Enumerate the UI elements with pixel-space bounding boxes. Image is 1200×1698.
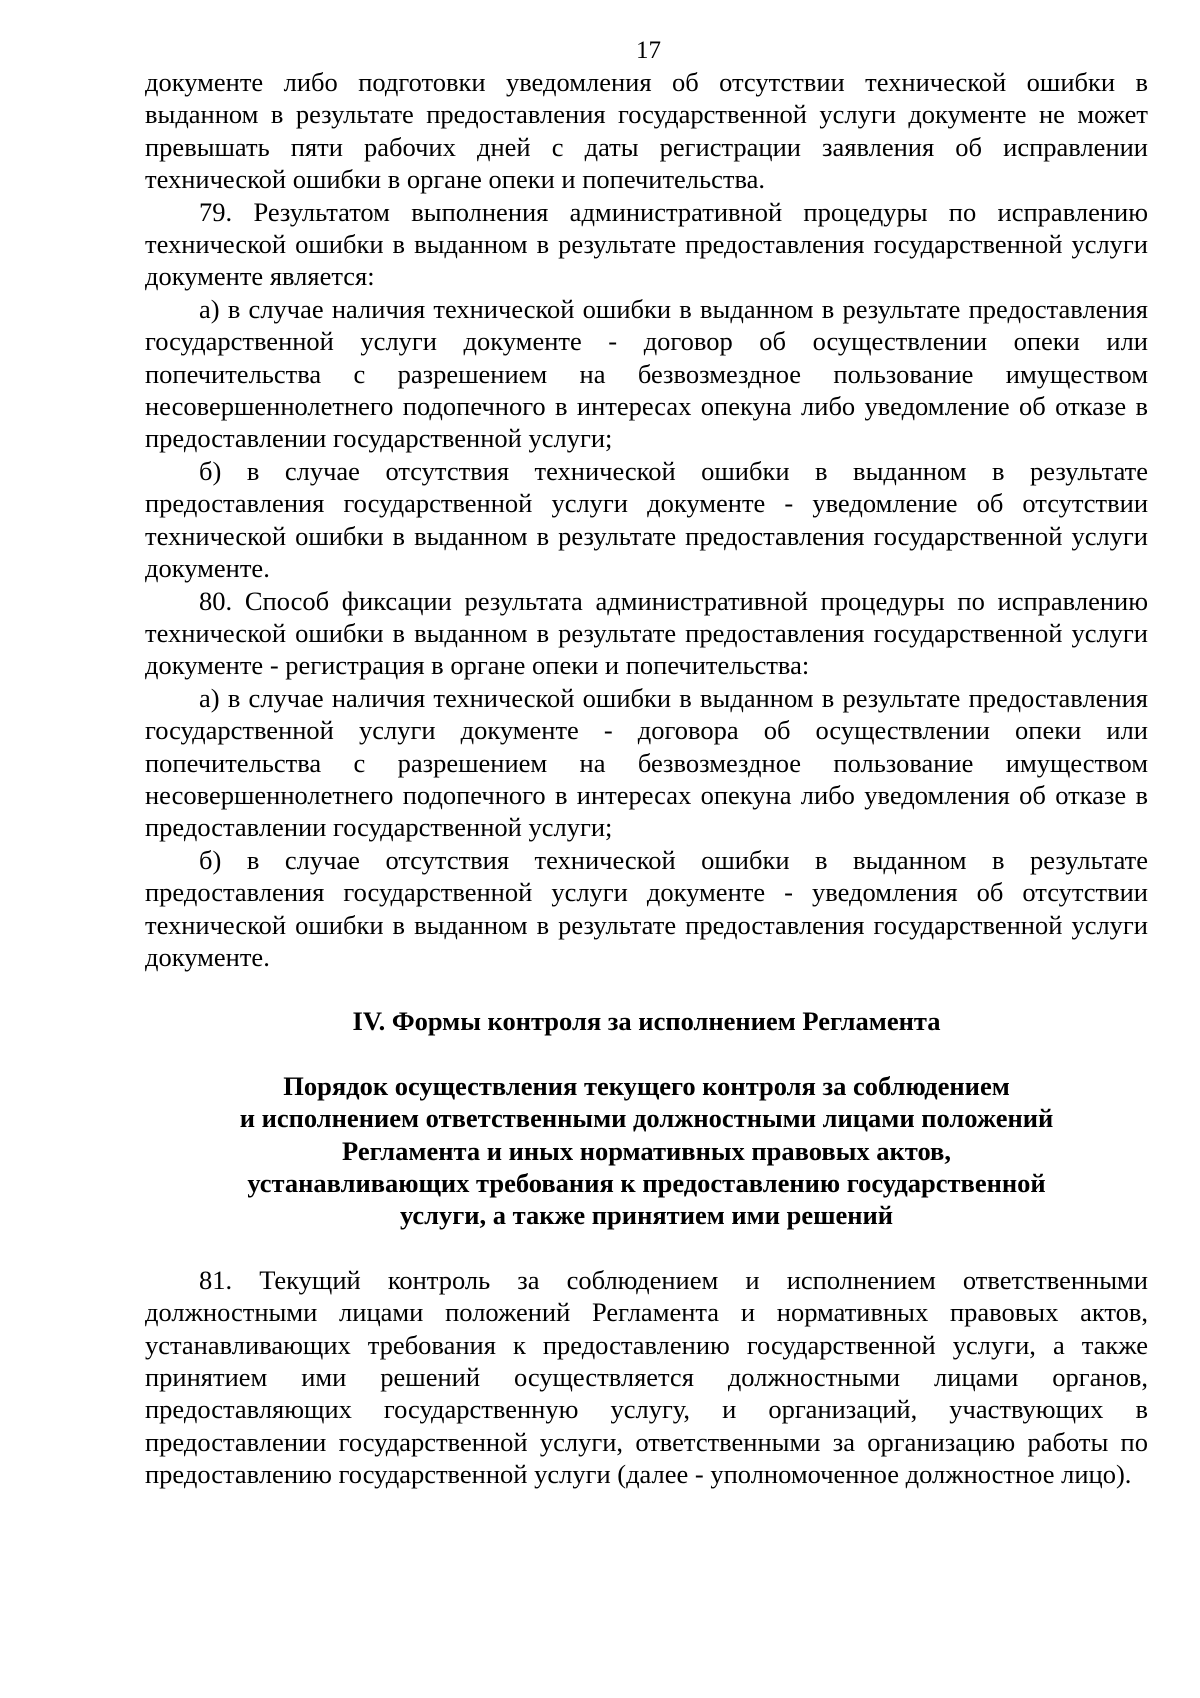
paragraph-continuation: документе либо подготовки уведомления об отсутствии технической ошибки в выданном в результате предоставления государственной услуги документе не может превышать пяти рабочих дней с даты регистрации заявления об исправлении технической ошибки в органе опеки и попечительства.: [145, 67, 1148, 195]
paragraph-79-b: б) в случае отсутствия технической ошибки в выданном в результате предоставления государственной услуги документе - уведомление об отсутствии технической ошибки в выданном в результате предоставления государственной услуги документе.: [145, 455, 1148, 584]
subsection-heading: [145, 1070, 1148, 1232]
subsection-heading-line: услуги, а также принятием ими решений: [399, 1200, 894, 1231]
paragraph-80: 80. Способ фиксации результата административной процедуры по исправлению технической ошибки в выданном в результате предоставления государственной услуги документе - регистрация в органе опеки и попечительства:: [145, 585, 1148, 681]
paragraph-80-a: а) в случае наличия технической ошибки в выданном в результате предоставления государственной услуги документе - договора об осуществлении опеки или попечительства с разрешением на безвозмездное пользование имуществом несовершеннолетнего подопечного в интересах опекуна либо уведомления об отказе в предоставлении государственной услуги;: [145, 682, 1148, 843]
page-number: 17: [636, 37, 661, 64]
paragraph-81: 81. Текущий контроль за соблюдением и исполнением ответственными должностными лицами положений Регламента и нормативных правовых актов, устанавливающих требования к предоставлению государственной услуги, а также принятием ими решений осуществляется должностными лицами органов, предоставляющих государственную услугу, и организаций, участвующих в предоставлении государственной услуги, ответственными за организацию работы по предоставлению государственной услуги (далее - уполномоченное должностное лицо).: [145, 1264, 1148, 1490]
paragraph-79: 79. Результатом выполнения административной процедуры по исправлению технической ошибки в выданном в результате предоставления государственной услуги документе является:: [145, 196, 1148, 292]
subsection-heading-line: устанавливающих требования к предоставлению государственной: [247, 1168, 1046, 1198]
document-page: [145, 36, 1148, 1491]
section-heading: IV. Формы контроля за исполнением Регламента: [352, 1006, 941, 1037]
subsection-heading-line: Регламента и иных нормативных правовых актов,: [342, 1135, 951, 1166]
paragraph-80-b: б) в случае отсутствия технической ошибки в выданном в результате предоставления государственной услуги документе - уведомления об отсутствии технической ошибки в выданном в результате предоставления государственной услуги документе.: [145, 844, 1148, 972]
subsection-heading-line: Порядок осуществления текущего контроля за соблюдением: [283, 1070, 1010, 1101]
paragraph-79-a: а) в случае наличия технической ошибки в выданном в результате предоставления государственной услуги документе - договор об осуществлении опеки или попечительства с разрешением на безвозмездное пользование имуществом несовершеннолетнего подопечного в интересах опекуна либо уведомление об отказе в предоставлении государственной услуги;: [145, 293, 1148, 454]
subsection-heading-line: и исполнением ответственными должностными лицами положений: [239, 1103, 1054, 1134]
